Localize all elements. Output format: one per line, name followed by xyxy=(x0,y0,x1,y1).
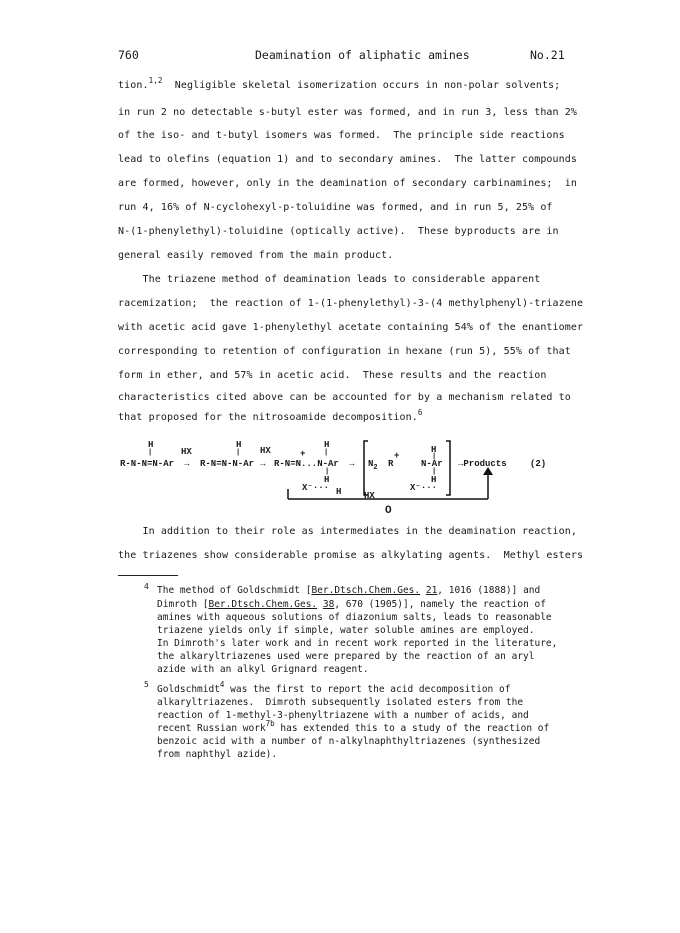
page-number: 760 xyxy=(118,48,139,62)
body-line: characteristics cited above can be accounted for by a mechanism related to xyxy=(118,392,571,403)
eq-nitrogen: $N_2$ xyxy=(368,459,378,472)
eq-h: H xyxy=(324,475,330,485)
body-line: N-(1-phenylethyl)-toluidine (optically active). These byproducts are in xyxy=(118,226,559,237)
footnote-line: recent Russian work$^{7b}$ has extended this to a study of the reaction of xyxy=(157,719,550,734)
eq-reagent: HX xyxy=(181,447,192,457)
eq-h: H xyxy=(431,445,437,455)
body-line: lead to olefins (equation 1) and to secondary amines. The latter compounds xyxy=(118,154,578,165)
body-line: of the iso- and t-butyl isomers was formed. The principle side reactions xyxy=(118,130,565,141)
eq-anion: X⁻··· xyxy=(410,483,438,493)
footnote-line: The method of Goldschmidt [Ber.Dtsch.Chem.Ges. 21, 1016 (1888)] and xyxy=(157,585,541,596)
footnote-line: from naphthyl azide). xyxy=(157,749,278,760)
body-line: The triazene method of deamination leads to considerable apparent xyxy=(118,274,541,285)
body-line: general easily removed from the main product. xyxy=(118,250,394,261)
eq-intermediate: R-N=N-N-Ar xyxy=(200,459,255,469)
eq-amine: N-Ar xyxy=(421,459,443,469)
body-line: form in ether, and 57% in acetic acid. These results and the reaction xyxy=(118,370,547,381)
body-line: in run 2 no detectable s-butyl ester was formed, and in run 3, less than 2% xyxy=(118,107,578,118)
body-line: run 4, 16% of N-cyclohexyl-p-toluidine was formed, and in run 5, 25% of xyxy=(118,202,553,213)
eq-bond: | xyxy=(324,449,329,457)
footnote-line: triazene yields only if simple, water soluble amines are employed. xyxy=(157,625,535,636)
footnote-line: Goldschmidt$^4$ was the first to report the acid decomposition of xyxy=(157,680,511,695)
footnote-line: amines with aqueous solutions of diazonium salts, leads to reasonable xyxy=(157,612,552,623)
eq-charge: + xyxy=(394,451,400,461)
journal-issue: No.21 xyxy=(530,48,565,62)
eq-reagent: HX xyxy=(260,446,271,456)
eq-arrow: → xyxy=(260,459,266,469)
footnote-line: the alkaryltriazenes used were prepared by the reaction of an aryl xyxy=(157,651,535,662)
eq-arrow: → xyxy=(184,459,190,469)
eq-h: H xyxy=(336,487,342,497)
footnote-line: alkaryltriazenes. Dimroth subsequently isolated esters from the xyxy=(157,697,524,708)
eq-h: H xyxy=(431,475,437,485)
eq-complex: R-N=N...N-Ar xyxy=(274,459,339,469)
eq-h: H xyxy=(148,440,154,450)
eq-h: H xyxy=(236,440,242,450)
eq-anion: X⁻··· xyxy=(302,483,330,493)
body-line: that proposed for the nitrosoamide decomposition.$^6$ xyxy=(118,408,423,423)
eq-bond: | xyxy=(432,453,437,461)
eq-carbocation: R xyxy=(388,459,394,469)
eq-charge: + xyxy=(300,449,306,459)
body-line: with acetic acid gave 1-phenylethyl acetate containing 54% of the enantiomer xyxy=(118,322,584,333)
footnote-line: benzoic acid with a number of n-alkylnaphthyltriazenes (synthesized xyxy=(157,736,541,747)
eq-bond: | xyxy=(148,449,153,457)
citation-superscript: 1,2 xyxy=(148,76,163,85)
footnote-line: reaction of 1-methyl-3-phenyltriazene with a number of acids, and xyxy=(157,710,529,721)
eq-bond: | xyxy=(432,468,437,476)
body-line: are formed, however, only in the deamination of secondary carbinamines; in xyxy=(118,178,578,189)
footnote-rule xyxy=(118,575,178,576)
eq-arrow: → xyxy=(349,459,355,469)
eq-bond: | xyxy=(236,449,241,457)
body-line: tion.$^{1,2}$ Negligible skeletal isomerization occurs in non-polar solvents; xyxy=(118,76,561,91)
footnote-marker: 5 xyxy=(144,680,149,689)
eq-loop-label: O xyxy=(385,505,392,517)
footnote-marker: 4 xyxy=(144,582,149,591)
body-line: racemization; the reaction of 1-(1-phenylethyl)-3-(4 methylphenyl)-triazene xyxy=(118,298,584,309)
eq-number: (2) xyxy=(530,459,547,469)
body-line: the triazenes show considerable promise as alkylating agents. Methyl esters xyxy=(118,550,584,561)
running-title: Deamination of aliphatic amines xyxy=(255,48,470,62)
body-line: In addition to their role as intermediates in the deamination reaction, xyxy=(118,526,578,537)
eq-h: H xyxy=(324,440,330,450)
eq-bond: | xyxy=(325,468,330,476)
footnote-line: In Dimroth's later work and in recent work reported in the literature, xyxy=(157,638,558,649)
footnote-line: Dimroth [Ber.Dtsch.Chem.Ges. 38, 670 (1905)], namely the reaction of xyxy=(157,599,546,610)
body-line: corresponding to retention of configuration in hexane (run 5), 55% of that xyxy=(118,346,571,357)
citation-superscript: 6 xyxy=(417,408,423,417)
eq-reactant: R-N-N=N-Ar xyxy=(120,459,175,469)
eq-products: →Products xyxy=(458,459,507,469)
footnote-line: azide with an alkyl Grignard reagent. xyxy=(157,664,369,675)
eq-reagent: HX xyxy=(364,491,375,501)
